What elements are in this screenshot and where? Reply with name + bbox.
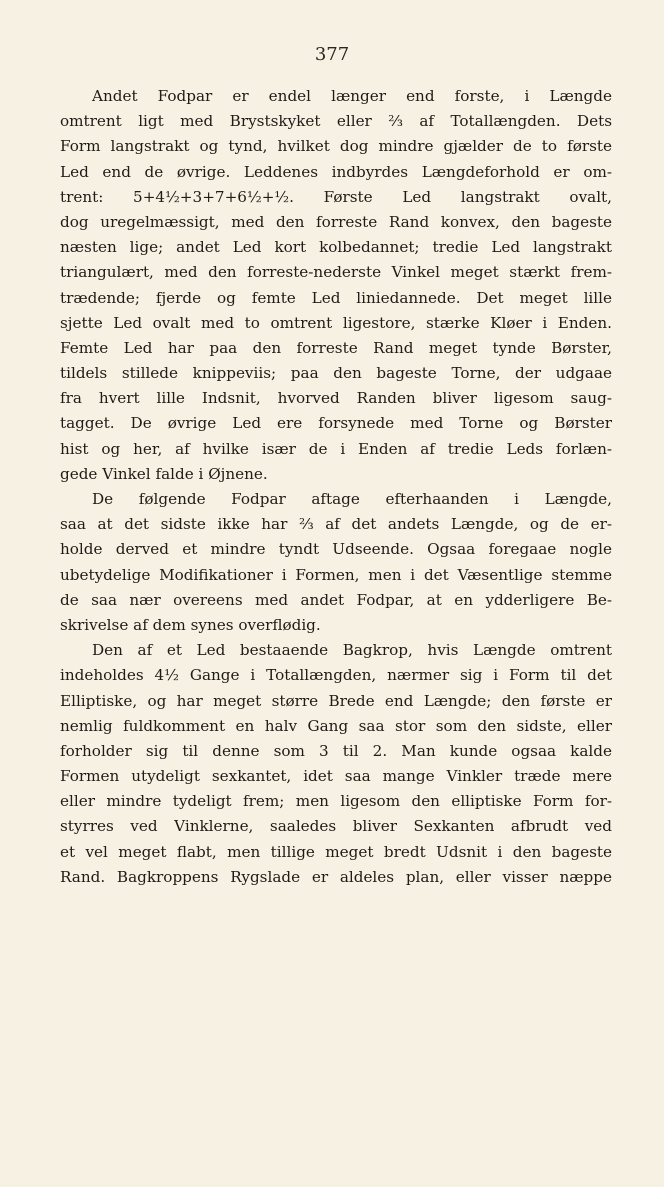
text-line: sjette Led ovalt med to omtrent ligestore, stærke Kløer i Enden.	[60, 313, 612, 332]
text-line: eller mindre tydeligt frem; men ligesom den elliptiske Form for-	[60, 792, 612, 811]
text-line: nemlig fuldkomment en halv Gang saa stor som den sidste, eller	[60, 716, 612, 735]
text-line: næsten lige; andet Led kort kolbedannet; tredie Led langstrakt	[60, 238, 612, 257]
text-line: hist og her, af hvilke især de i Enden af tredie Leds forlæn-	[60, 439, 612, 458]
text-line: Formen utydeligt sexkantet, idet saa mange Vinkler træde mere	[60, 767, 612, 786]
text-line: skrivelse af dem synes overflødig.	[60, 615, 321, 634]
text-line: indeholdes 4½ Gange i Totallængden, nærmer sig i Form til det	[60, 666, 612, 685]
text-line: trent: 5+4½+3+7+6½+½. Første Led langstrakt ovalt,	[60, 187, 612, 206]
text-line: Form langstrakt og tynd, hvilket dog mindre gjælder de to første	[60, 137, 612, 156]
text-line: fra hvert lille Indsnit, hvorved Randen bliver ligesom saug-	[60, 389, 612, 408]
text-line: De følgende Fodpar aftage efterhaanden i Længde,	[92, 490, 612, 508]
text-line: tildels stillede knippeviis; paa den bageste Torne, der udgaae	[60, 364, 612, 383]
text-line: trædende; fjerde og femte Led liniedannede. Det meget lille	[60, 288, 612, 307]
text-line: Rand. Bagkroppens Rygslade er aldeles plan, eller visser næppe	[60, 867, 612, 886]
body-text	[60, 84, 612, 890]
text-line: gede Vinkel falde i Øjnene.	[60, 464, 268, 483]
text-line: dog uregelmæssigt, med den forreste Rand konvex, den bageste	[60, 212, 612, 231]
text-line: Andet Fodpar er endel længer end forste, i Længde	[92, 87, 612, 105]
text-line: styrres ved Vinklerne, saaledes bliver Sexkanten afbrudt ved	[60, 817, 612, 836]
text-line: Den af et Led bestaaende Bagkrop, hvis Længde omtrent	[92, 641, 612, 660]
text-line: triangulært, med den forreste-nederste Vinkel meget stærkt frem-	[60, 263, 612, 282]
text-line: ubetydelige Modifikationer i Formen, men i det Væsentlige stemme	[60, 565, 612, 584]
text-line: forholder sig til denne som 3 til 2. Man kunde ogsaa kalde	[60, 741, 612, 760]
text-line: tagget. De øvrige Led ere forsynede med Torne og Børster	[60, 414, 612, 433]
text-line: et vel meget flabt, men tillige meget bredt Udsnit i den bageste	[60, 842, 612, 861]
text-line: omtrent ligt med Brystskyket eller ⅔ af Totallængden. Dets	[60, 112, 612, 131]
page-number: 377	[314, 44, 350, 65]
text-line: Elliptiske, og har meget større Brede end Længde; den første er	[60, 691, 612, 710]
text-line: saa at det sidste ikke har ⅔ af det andets Længde, og de er-	[60, 515, 612, 534]
text-line: holde derved et mindre tyndt Udseende. Ogsaa foregaae nogle	[60, 540, 612, 559]
text-line: Femte Led har paa den forreste Rand meget tynde Børster,	[60, 338, 612, 357]
text-line: de saa nær overeens med andet Fodpar, at en ydderligere Be-	[60, 590, 612, 609]
text-line: Led end de øvrige. Leddenes indbyrdes Længdeforhold er om-	[60, 162, 612, 181]
